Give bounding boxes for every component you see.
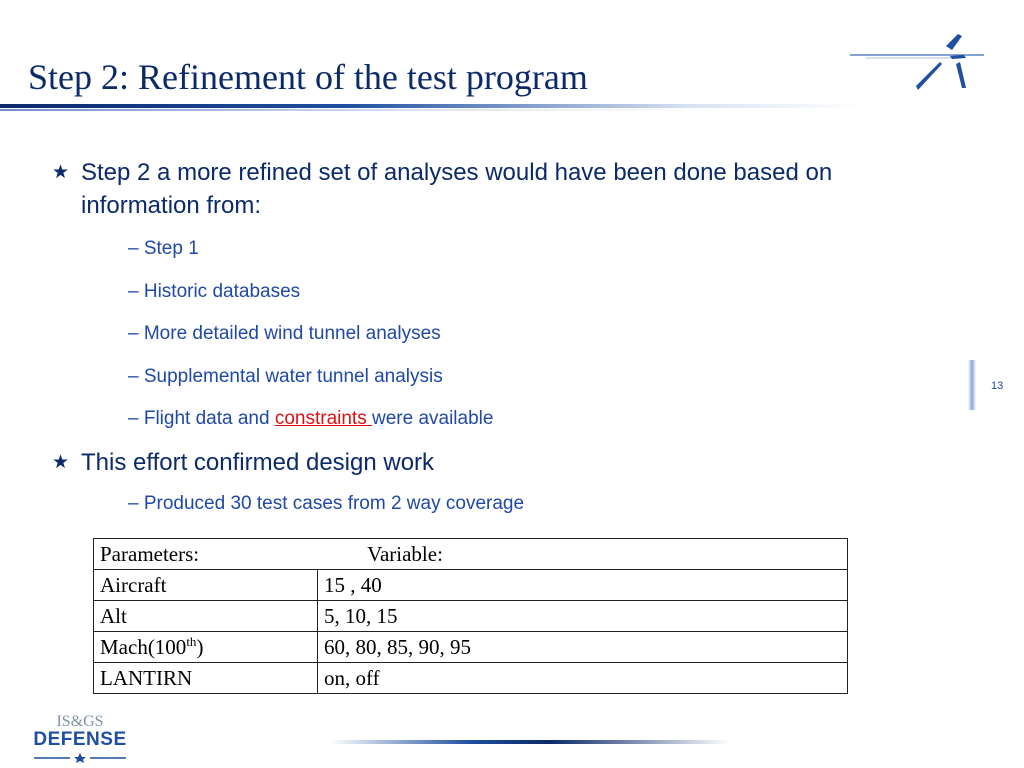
sub-bullet: – More detailed wind tunnel analyses xyxy=(128,323,441,344)
parameters-table xyxy=(93,538,848,694)
bullet-item xyxy=(52,156,871,222)
value-cell: 5, 10, 15 xyxy=(318,601,848,632)
sub-bullet: – Supplemental water tunnel analysis xyxy=(128,366,443,387)
table-header-cell xyxy=(94,539,848,570)
param-cell: Alt xyxy=(94,601,318,632)
sub-bullet: – Historic databases xyxy=(128,281,301,302)
logo-org-main: DEFENSE xyxy=(33,729,127,750)
param-base: Mach(100 xyxy=(100,635,187,659)
param-cell: Aircraft xyxy=(94,570,318,601)
sub-bullet-text: were available xyxy=(371,408,494,429)
table-row xyxy=(94,601,848,632)
bullet-item xyxy=(52,446,871,479)
page-number: 13 xyxy=(991,380,1004,392)
value-cell: 15 , 40 xyxy=(318,570,848,601)
sub-bullet: – Produced 30 test cases from 2 way coverage xyxy=(128,493,525,514)
sub-bullet-flight-data xyxy=(128,408,493,430)
star-bullet-icon: ★ xyxy=(52,162,70,183)
constraints-link[interactable]: constraints xyxy=(274,408,372,429)
title-underline-thin xyxy=(0,109,700,111)
sub-bullet-text: – Flight data and xyxy=(128,408,275,429)
param-cell xyxy=(94,632,318,663)
title-underline xyxy=(0,104,860,108)
table-row xyxy=(94,632,848,663)
header-variable: Variable: xyxy=(367,541,443,566)
star-bullet-icon: ★ xyxy=(52,452,70,473)
page-marker xyxy=(968,360,976,410)
header-parameters: Parameters: xyxy=(100,541,200,566)
isgs-defense-logo xyxy=(30,714,130,764)
param-superscript: th xyxy=(186,634,197,649)
param-close: ) xyxy=(196,635,204,659)
slide-title: Step 2: Refinement of the test program xyxy=(28,57,588,97)
value-cell: on, off xyxy=(318,663,848,694)
table-row xyxy=(94,570,848,601)
star-logo-icon xyxy=(846,28,986,98)
sub-bullet: – Step 1 xyxy=(128,238,199,259)
logo-star-icon xyxy=(30,753,130,763)
param-cell: LANTIRN xyxy=(94,663,318,694)
footer-rule xyxy=(330,740,730,744)
logo-org-top: IS&GS xyxy=(56,713,104,730)
bullet-text: This effort confirmed design work xyxy=(81,449,435,476)
value-cell: 60, 80, 85, 90, 95 xyxy=(318,632,848,663)
table-row xyxy=(94,663,848,694)
table-header-row xyxy=(94,539,848,570)
bullet-text: Step 2 a more refined set of analyses would have been done based on information from: xyxy=(81,159,833,219)
